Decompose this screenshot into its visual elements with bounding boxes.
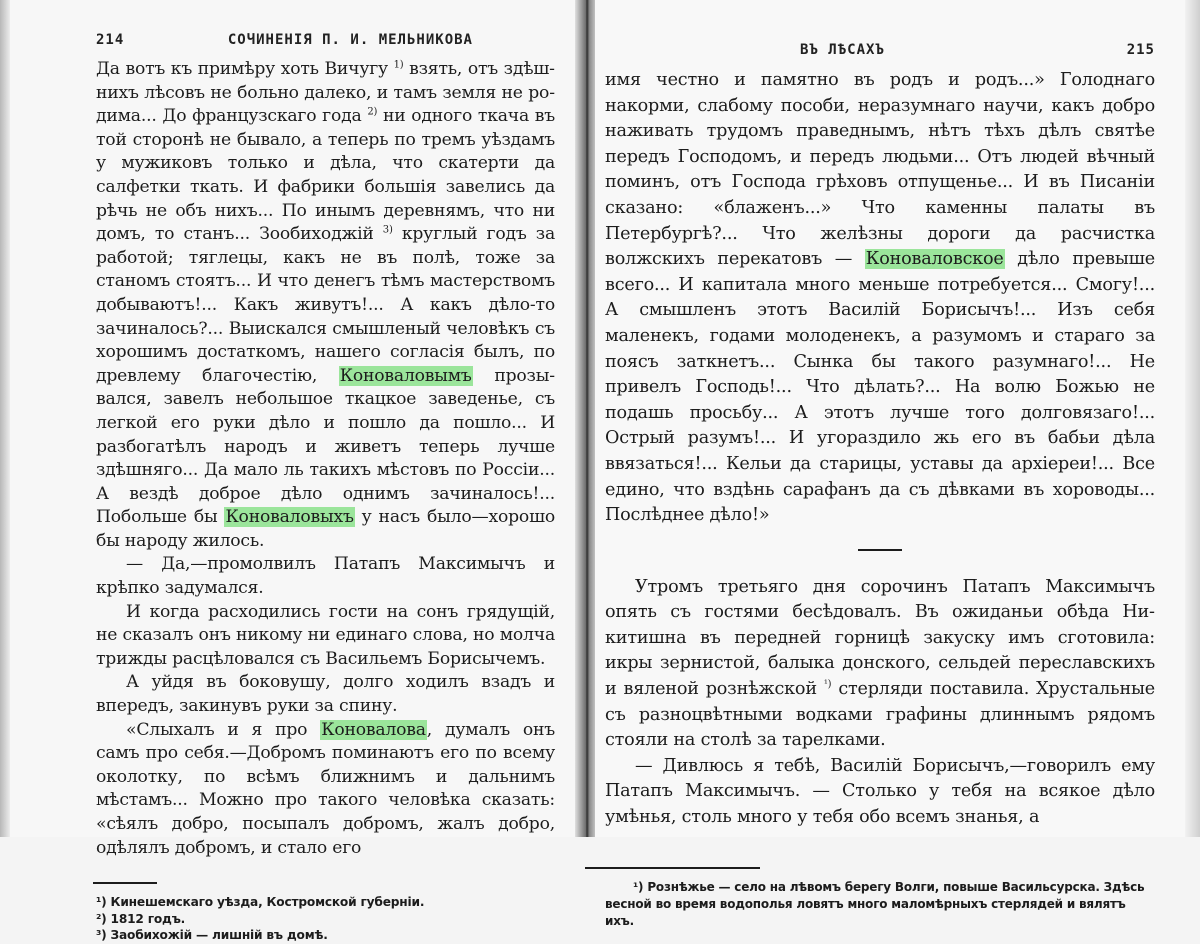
right-footnote-rule: [585, 867, 760, 869]
left-footnote-2: ²) 1812 годъ.: [96, 911, 186, 926]
right-paragraph-3: — Дивлюсь я тебѣ, Василій Борисычъ,—говорилъ ему Патапъ Максимычъ. — Столько у тебя на всякое дѣло умѣнья, столь много у тебя обо всемъ знанья, а: [605, 755, 1155, 828]
left-footnote-rule: [93, 882, 157, 884]
left-page: [10, 0, 585, 943]
right-paragraph-1: имя честно и памятно въ родъ и родъ...» Голоднаго накорми, слабому пособи, неразумнаго научи, какъ добро наживать трудомъ праведнымъ, нѣтъ тѣхъ дѣлъ святѣе передъ Господомъ, и передъ людьми... Отъ людей вѣчный поминъ, отъ Господа грѣховъ отпущенье... И въ Писаніи сказано: «блаженъ...» Что каменны палаты въ Петербургѣ?... Что желѣзны дороги да расчистка волжскихъ перекатовъ — Коноваловское дѣло превыше всего... И капитала много меньше потребуется... Смогу!... А смышленъ этотъ Василій Борисычъ!... Изъ себя маленекъ, годами молоденекъ, а разумомъ и стараго за поясъ заткнетъ... Сынка бы такого разумнаго!... Не привелъ Господь!... Что дѣлать?... На волю Божью не подашь просьбу... А этотъ лучше того долговязаго!... Острый разумъ!... И угораздило жь его въ бабьи дѣла ввязаться!... Кельи да старицы, уставы да архіереи!... Все едино, что вздѣнь сарафанъ да съ дѣвками въ хороводы... Послѣднее дѣло!»: [605, 70, 1156, 526]
left-paragraph-2: — Да,—промолвилъ Патапъ Максимычъ и крѣпко задумался.: [96, 554, 555, 599]
footnote-ref: ¹): [823, 679, 832, 691]
highlight-konovalov: Коноваловское: [865, 249, 1004, 270]
highlight-konovalov: Коновалова: [321, 719, 426, 740]
right-running-title: ВЪ ЛѢСАХЪ: [800, 42, 885, 58]
left-running-head: [96, 32, 555, 48]
right-paragraph-2: Утромъ третьяго дня сорочинъ Патапъ Максимычъ опять съ гостями бесѣдовалъ. Въ ожиданьи обѣда Никитишна въ передней горницѣ закуску имъ сготовила: икры зернистой, балыка донского, сельдей переславскихъ и вяленой рознѣжской $^{^1)}$ стерляди поставила. Хрустальные съ разноцвѣтными водками графины длиннымъ рядомъ стояли на столѣ за тарелками.: [605, 576, 1155, 751]
left-paragraph-3: И когда расходились гости на сонъ грядущій, не сказалъ онъ никому ни единаго слова, но молча трижды расцѣловался съ Васильемъ Борисычемъ.: [96, 601, 555, 669]
highlight-konovalov: Коноваловымъ: [339, 365, 472, 386]
left-paragraph-4: А уйдя въ боковушу, долго ходилъ взадъ и впередъ, закинувъ руки за спину.: [96, 672, 555, 717]
footnote-ref: 2): [367, 106, 378, 118]
right-footnotes: [605, 879, 1155, 930]
scan-left-edge: [0, 0, 10, 837]
left-footnote-1: ¹) Кинешемскаго уѣзда, Костромской губерніи.: [96, 895, 425, 910]
left-paragraph-5: «Слыхалъ и я про Коновалова, думалъ онъ самъ про себя.—Добромъ поминаютъ его по всему околотку, по всѣмъ ближнимъ и дальнимъ мѣстамъ... Можно про такого человѣка сказать: «сѣялъ добро, посыпалъ добромъ, жалъ добро, одѣлялъ добромъ, и стало его: [96, 719, 555, 858]
right-body-text: [605, 68, 1155, 831]
left-body-text: [96, 58, 555, 860]
scan-right-edge: [1185, 0, 1200, 837]
right-page: [595, 0, 1185, 928]
left-page-number: 214: [96, 32, 125, 48]
section-divider: [858, 549, 902, 551]
left-paragraph-1: Да вотъ къ примѣру хоть Вичугу $^{1)}$ взять, отъ здѣшнихъ лѣсовъ не больно далеко, и тамъ земля не родима... До французскаго года $^{2)}$ ни одного ткача въ той сторонѣ не бывало, а теперь по тремъ уѣздамъ у мужиковъ только и дѣла, что скатерти да салфетки ткать. И фабрики большія завелись да рѣчь не объ нихъ... По инымъ деревнямъ, что ни домъ, то станъ... Зообиходжій $^{3)}$ круглый годъ за работой; тяглецы, какъ не въ полѣ, тоже за станомъ стоятъ... И что денегъ тѣмъ мастерствомъ добываютъ!... Какъ живутъ!... А какъ дѣло-то зачиналось?... Выискался смышленый человѣкъ съ хорошимъ достаткомъ, нашего согласія былъ, по древлему благочестію, Коноваловымъ прозывался, завелъ небольшое ткацкое заведенье, съ легкой его руки дѣло и пошло да пошло... И разбогатѣлъ народъ и живетъ теперь лучше здѣшняго... Да мало ль такихъ мѣстовъ по Россіи... А вездѣ доброе дѣло однимъ зачиналось!... Побольше бы Коноваловыхъ у насъ было—хорошо бы народу жилось.: [96, 59, 555, 551]
right-page-number: 215: [1126, 42, 1155, 58]
right-footnote-1: ¹) Рознѣжье — село на лѣвомъ берегу Волги, повыше Васильсурска. Здѣсь весной во время водополья ловятъ много маломѣрныхъ стерлядей и вялятъ ихъ.: [605, 879, 1145, 928]
left-footnotes: [96, 894, 555, 944]
footnote-ref: 1): [393, 59, 404, 71]
left-running-title: СОЧИНЕНІЯ П. И. МЕЛЬНИКОВА: [227, 32, 473, 48]
left-footnote-3: ³) Заобихожій — лишній въ домѣ.: [96, 928, 328, 943]
highlight-konovalov: Коноваловыхъ: [225, 507, 354, 528]
footnote-ref: 3): [382, 224, 393, 236]
right-running-head: [605, 42, 1155, 58]
